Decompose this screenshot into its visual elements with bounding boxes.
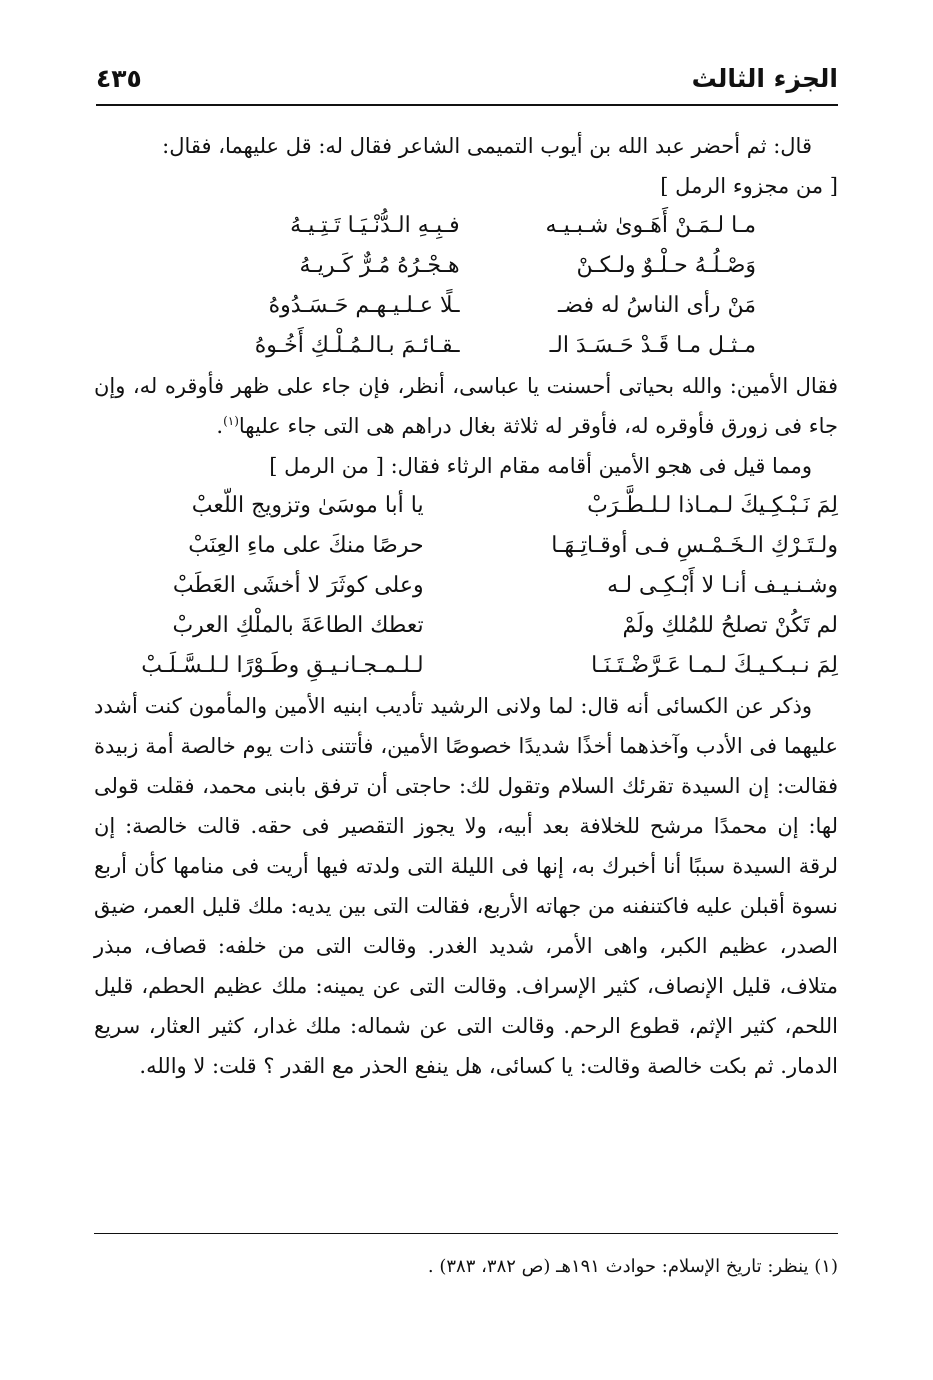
verse-second-hemistich: هـجْـرُهُ مُـرٌّ كَـريـهُ — [299, 253, 460, 278]
paragraph-text: فقال الأمين: والله بحياتى أحسنت يا عباسى، أنظر، فإن جاء على ظهر فأوقره له، وإن جاء فى زورق فأوقره له، فأوقر له ثلاثة بغال دراهم هى التى جاء عليها — [94, 374, 838, 438]
verse — [98, 486, 838, 526]
meter-label-1: [ من مجزوء الرمل ] — [660, 174, 838, 198]
verse-second-hemistich: فـبِـهِ الـدُّنْـيَـا تَـتِـيـهُ — [290, 213, 460, 238]
verse-first-hemistich: لِمَ نـبـكـيـكَ لـمـا عَـرَّضْـتَـنَـا — [591, 653, 838, 678]
running-title: الجزء الثالث — [691, 63, 838, 93]
poem-2 — [94, 486, 838, 686]
verse-first-hemistich: لم تَكُنْ تصلحُ للمُلكِ ولَمْ — [622, 613, 838, 638]
verse-first-hemistich: وَصْـلُـهُ حـلْـوٌ ولـكـنْ — [576, 253, 756, 278]
page-number: ٤٣٥ — [96, 63, 142, 93]
footnote: (١) ينظر: تاريخ الإسلام: حوادث ١٩١هـ (ص ٣٨٢، ٣٨٣) . — [427, 1256, 838, 1277]
intro-2-text: ومما قيل فى هجو الأمين أقامه مقام الرثاء فقال: — [390, 454, 812, 478]
header-rule — [96, 104, 838, 106]
page-header — [96, 58, 838, 98]
verse-first-hemistich: مـا لـمَـنْ أَهَـوىٰ شـبـيـه — [545, 213, 756, 238]
paragraph-kisai-story: وذكر عن الكسائى أنه قال: لما ولانى الرشيد تأديب ابنيه الأمين والمأمون كنت أشدد عليهما فى الأدب وآخذهما أخذًا شديدًا خصوصًا الأمين، فأتتنى ذات يوم خالصة أمة زبيدة فقالت: إن السيدة تقرئك السلام وتقول لك: حاجتى أن ترفق بابنى محمد، فقلت قولى لها: إن محمدًا مرشح للخلافة بعد أبيه، ولا يجوز التقصير فى حقه. قالت خالصة: إن لرقة السيدة سببًا أنا أخبرك به، إنها فى الليلة التى ولدته فيها أريت فى منامها كأن أربع نسوة أقبلن عليه فاكتنفنه من جهاته الأربع، فقالت التى بين يديه: ملك قليل العمر، ضيق الصدر، عظيم الكبر، واهى الأمر، شديد الغدر. وقالت التى من خلفه: قصاف، مبذر متلاف، قليل الإنصاف، كثير الإسراف. وقالت التى عن يمينه: ملك عظيم الحطم، قليل اللحم، كثير الإثم، قطوع الرحم. وقالت التى عن شماله: ملك غدار، كثير العثار، سريع الدمار. ثم بكت خالصة وقالت: يا كسائى، هل ينفع الحذر مع القدر ؟ قلت: لا والله. — [94, 694, 838, 1078]
verse — [98, 526, 838, 566]
verse — [186, 326, 756, 366]
verse — [186, 206, 756, 246]
verse-second-hemistich: يا أبا موسَىٰ وتزويج اللّعبْ — [191, 493, 424, 518]
paragraph-amin-reward — [94, 366, 838, 446]
intro-text: قال: ثم أحضر عبد الله بن أيوب التميمى الشاعر فقال له: قل عليهما، فقال: — [162, 134, 812, 158]
verse — [98, 566, 838, 606]
verse — [186, 246, 756, 286]
poem-1 — [94, 206, 838, 366]
verse-second-hemistich: وعلى كوثَرَ لا أخشَى العَطَبْ — [172, 573, 424, 598]
footnote-rule — [94, 1233, 838, 1234]
verse-first-hemistich: مـثـل مـا قَـدْ حَـسَـدَ الـ — [549, 333, 756, 358]
verse — [186, 286, 756, 326]
paragraph-end: . — [216, 414, 224, 438]
verse-second-hemistich: لـلـمـجـانـيـقِ وطَـوْرًا لـلـسَّـلَـبْ — [141, 653, 424, 678]
meter-label-2: [ من الرمل ] — [269, 454, 384, 478]
main-text — [94, 126, 838, 1086]
verse-second-hemistich: حرصًا منكَ على ماءِ العِنَبْ — [188, 533, 424, 558]
footnote-marker[interactable]: (١) — [223, 414, 239, 428]
verse-first-hemistich: وشـنـيـف أنـا لا أَبْـكِـى لـه — [607, 573, 838, 598]
intro-paragraph — [94, 126, 838, 166]
verse-second-hemistich: ـلًا عـلـيـهـم حَـسَـدُوهُ — [268, 293, 460, 318]
verse-first-hemistich: لِمَ نَـبْـكِـيكَ لـمـاذا لـلـطَّـرَبْ — [587, 493, 838, 518]
verse-first-hemistich: ولـتَـرْكِ الـخَـمْـسِ فـى أوقـاتِـهَـا — [551, 533, 838, 558]
verse-first-hemistich: مَنْ رأى الناسُ له فضـ — [557, 293, 756, 318]
verse-second-hemistich: تعطك الطاعَةَ بالملْكِ العربْ — [172, 613, 424, 638]
verse — [98, 646, 838, 686]
verse — [98, 606, 838, 646]
verse-second-hemistich: ـقـائـمَ بـالـمُـلْـكِ أَخُـوهُ — [254, 333, 460, 358]
intro-2 — [94, 446, 838, 486]
